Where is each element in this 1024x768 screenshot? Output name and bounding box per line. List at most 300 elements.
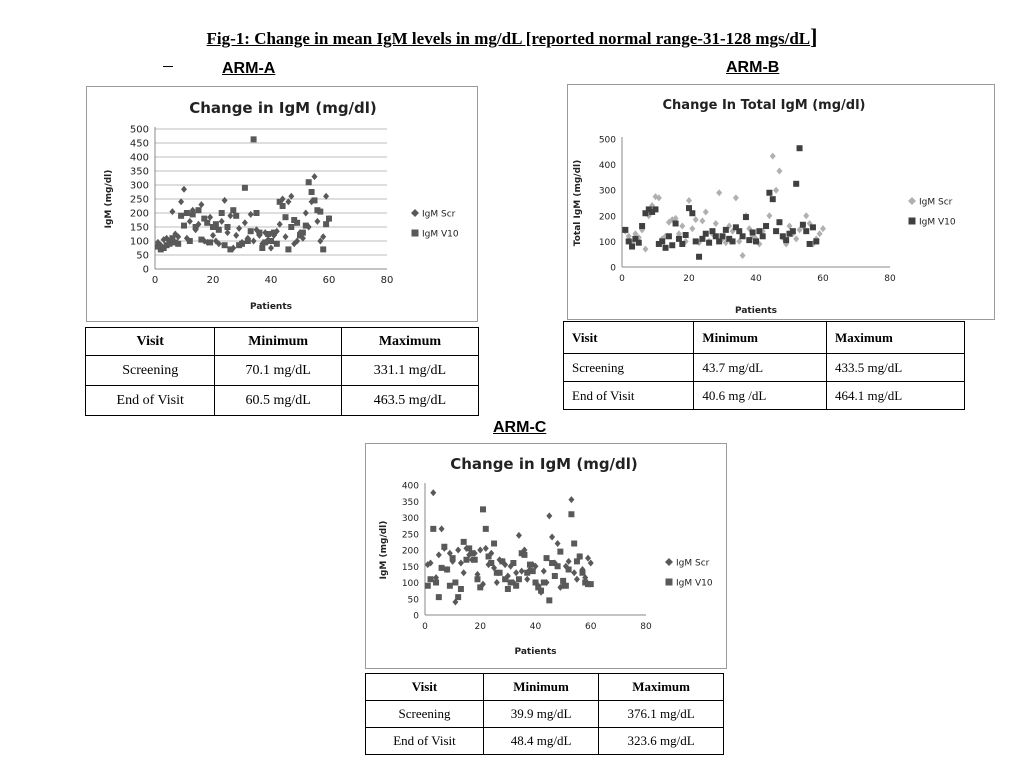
data-point-v10 — [720, 233, 726, 239]
data-point-v10 — [283, 214, 289, 220]
data-point-v10 — [703, 231, 709, 237]
data-point-scr — [314, 218, 320, 225]
data-point-v10 — [239, 241, 245, 247]
y-axis-label: Total IgM (mg/dl) — [573, 159, 583, 247]
data-point-v10 — [505, 586, 511, 592]
data-point-v10 — [222, 242, 228, 248]
chart-title: Change in IgM (mg/dl) — [189, 99, 377, 117]
data-point-v10 — [557, 549, 563, 555]
data-point-scr — [733, 194, 739, 201]
data-point-v10 — [225, 224, 231, 230]
data-point-scr — [679, 223, 685, 230]
data-point-scr — [303, 210, 309, 217]
y-tick-label: 100 — [401, 579, 419, 589]
data-point-v10 — [622, 227, 628, 233]
data-point-v10 — [259, 245, 265, 251]
data-point-scr — [181, 186, 187, 193]
data-point-v10 — [436, 594, 442, 600]
x-tick-label: 0 — [422, 622, 428, 632]
data-point-v10 — [474, 576, 480, 582]
data-point-v10 — [588, 581, 594, 587]
y-tick-label: 50 — [136, 250, 149, 262]
data-point-scr — [513, 569, 519, 576]
data-point-v10 — [790, 228, 796, 234]
data-point-scr — [541, 568, 547, 575]
table-header-row — [564, 322, 965, 354]
table-cell: 464.1 mg/dL — [827, 382, 965, 410]
data-point-v10 — [184, 210, 190, 216]
data-point-v10 — [483, 526, 489, 532]
data-point-v10 — [538, 588, 544, 594]
data-point-v10 — [568, 511, 574, 517]
data-point-v10 — [213, 221, 219, 227]
data-point-scr — [283, 233, 289, 240]
data-point-v10 — [730, 238, 736, 244]
table-cell: End of Visit — [366, 728, 484, 755]
legend-marker-v10 — [666, 579, 673, 586]
data-point-v10 — [683, 232, 689, 238]
data-point-v10 — [544, 555, 550, 561]
y-tick-label: 100 — [129, 236, 149, 248]
data-point-v10 — [469, 550, 475, 556]
y-tick-label: 300 — [598, 186, 616, 197]
figure-title-text: Fig-1: Change in mean IgM levels in mg/dL [reported normal range-31-128 mgs/dL — [206, 29, 811, 48]
data-point-v10 — [167, 241, 173, 247]
data-point-v10 — [736, 228, 742, 234]
data-point-v10 — [800, 222, 806, 228]
data-point-v10 — [441, 544, 447, 550]
y-tick-label: 250 — [401, 530, 419, 541]
data-point-scr — [776, 168, 782, 175]
data-point-v10 — [312, 197, 318, 203]
y-tick-label: 300 — [401, 514, 419, 524]
data-point-scr — [233, 232, 239, 239]
data-point-scr — [461, 569, 467, 576]
data-point-v10 — [207, 239, 213, 245]
data-point-scr — [740, 252, 746, 259]
data-point-v10 — [527, 562, 533, 568]
data-point-scr — [222, 197, 228, 204]
data-point-v10 — [673, 220, 679, 226]
table-header-visit: Visit — [564, 322, 694, 354]
data-point-scr — [436, 551, 442, 558]
table-cell: 40.6 mg /dL — [694, 382, 827, 410]
table-cell: 43.7 mg/dL — [694, 354, 827, 382]
data-point-scr — [766, 212, 772, 219]
data-point-scr — [483, 545, 489, 552]
data-point-v10 — [193, 224, 199, 230]
y-tick-label: 350 — [129, 166, 149, 178]
data-point-scr — [455, 547, 461, 554]
data-point-scr — [312, 173, 318, 180]
data-point-v10 — [242, 185, 248, 191]
data-point-scr — [793, 235, 799, 242]
chart-arm-c — [365, 443, 727, 669]
data-point-v10 — [713, 233, 719, 239]
data-point-v10 — [178, 213, 184, 219]
arm-b-label: ARM-B — [726, 59, 780, 76]
data-point-scr — [803, 212, 809, 219]
table-arm-b — [563, 321, 965, 410]
data-point-scr — [439, 525, 445, 532]
data-point-v10 — [563, 583, 569, 589]
y-tick-label: 250 — [129, 194, 149, 206]
data-point-v10 — [455, 594, 461, 600]
y-tick-label: 400 — [129, 152, 149, 164]
underscore-mark — [163, 66, 173, 67]
data-point-v10 — [326, 216, 332, 222]
y-tick-label: 350 — [401, 497, 419, 508]
y-tick-label: 0 — [610, 263, 616, 274]
x-tick-label: 20 — [683, 274, 695, 284]
figure-title-bracket: ] — [810, 24, 818, 49]
data-point-v10 — [723, 227, 729, 233]
table-arm-c — [365, 673, 724, 755]
data-point-v10 — [294, 220, 300, 226]
data-point-v10 — [686, 205, 692, 211]
x-tick-label: 20 — [474, 622, 486, 632]
legend-label: IgM V10 — [676, 578, 713, 589]
data-point-v10 — [577, 554, 583, 560]
data-point-scr — [198, 201, 204, 208]
chart-arm-b-svg — [568, 85, 994, 319]
data-point-scr — [817, 230, 823, 237]
data-point-v10 — [230, 207, 236, 213]
data-point-v10 — [549, 560, 555, 566]
data-point-v10 — [181, 223, 187, 229]
table-row — [366, 728, 724, 755]
table-cell: 331.1 mg/dL — [341, 356, 478, 386]
data-point-v10 — [204, 220, 210, 226]
data-point-v10 — [497, 570, 503, 576]
data-point-v10 — [472, 557, 478, 563]
table-header-row — [86, 328, 479, 356]
table-header-maximum: Maximum — [827, 322, 965, 354]
data-point-v10 — [636, 240, 642, 246]
legend-marker-scr — [665, 558, 673, 566]
data-point-v10 — [740, 233, 746, 239]
data-point-v10 — [783, 237, 789, 243]
data-point-scr — [169, 208, 175, 215]
data-point-scr — [699, 217, 705, 224]
data-point-v10 — [303, 223, 309, 229]
data-point-v10 — [219, 210, 225, 216]
data-point-v10 — [452, 580, 458, 586]
data-point-v10 — [300, 230, 306, 236]
x-tick-label: 20 — [206, 275, 220, 286]
data-point-v10 — [552, 573, 558, 579]
data-point-v10 — [309, 189, 315, 195]
data-point-scr — [568, 496, 574, 503]
data-point-v10 — [502, 576, 508, 582]
data-point-v10 — [524, 570, 530, 576]
data-point-v10 — [488, 560, 494, 566]
table-cell: 70.1 mg/dL — [215, 356, 341, 386]
chart-arm-b — [567, 84, 995, 320]
table-header-minimum: Minimum — [694, 322, 827, 354]
y-tick-label: 0 — [413, 611, 419, 622]
table-row — [564, 354, 965, 382]
y-tick-label: 300 — [129, 180, 149, 192]
data-point-v10 — [187, 238, 193, 244]
table-row — [86, 386, 479, 416]
data-point-scr — [713, 220, 719, 227]
table-arm-a — [85, 327, 479, 416]
data-point-v10 — [639, 223, 645, 229]
data-point-scr — [519, 568, 525, 575]
table-header-maximum: Maximum — [341, 328, 478, 356]
data-point-scr — [516, 532, 522, 539]
data-point-scr — [524, 576, 530, 583]
data-point-v10 — [271, 230, 277, 236]
data-point-v10 — [425, 583, 431, 589]
table-header-minimum: Minimum — [483, 674, 598, 701]
data-point-scr — [770, 153, 776, 160]
data-point-scr — [251, 238, 257, 245]
data-point-v10 — [546, 597, 552, 603]
table-header-visit: Visit — [86, 328, 215, 356]
data-point-v10 — [679, 241, 685, 247]
data-point-v10 — [706, 240, 712, 246]
x-tick-label: 80 — [640, 622, 652, 632]
legend-label: IgM V10 — [422, 229, 459, 240]
y-tick-label: 500 — [598, 135, 616, 146]
data-point-scr — [207, 214, 213, 221]
x-axis-label: Patients — [250, 302, 292, 312]
data-point-v10 — [268, 238, 274, 244]
data-point-v10 — [447, 583, 453, 589]
data-point-v10 — [629, 244, 635, 250]
data-point-scr — [268, 245, 274, 252]
data-point-v10 — [793, 181, 799, 187]
data-point-v10 — [813, 238, 819, 244]
data-point-v10 — [251, 136, 257, 142]
data-point-v10 — [709, 228, 715, 234]
data-point-v10 — [288, 224, 294, 230]
data-point-v10 — [216, 227, 222, 233]
legend-label: IgM V10 — [919, 217, 956, 228]
data-point-v10 — [750, 229, 756, 235]
data-point-v10 — [699, 236, 705, 242]
data-point-v10 — [508, 580, 514, 586]
y-tick-label: 150 — [401, 562, 419, 573]
data-point-v10 — [510, 560, 516, 566]
y-tick-label: 500 — [129, 124, 149, 136]
x-tick-label: 40 — [529, 622, 542, 632]
data-point-scr — [546, 512, 552, 519]
data-point-v10 — [689, 210, 695, 216]
data-point-v10 — [477, 584, 483, 590]
data-point-scr — [242, 219, 248, 226]
data-point-scr — [820, 225, 826, 232]
x-axis-label: Patients — [514, 647, 557, 657]
data-point-v10 — [669, 242, 675, 248]
legend-label: IgM Scr — [919, 197, 953, 208]
y-axis-label: IgM (mg/dl) — [104, 169, 114, 229]
data-point-v10 — [516, 576, 522, 582]
x-tick-label: 80 — [884, 274, 896, 284]
table-header-visit: Visit — [366, 674, 484, 701]
data-point-v10 — [521, 552, 527, 558]
data-point-v10 — [693, 238, 699, 244]
data-point-scr — [210, 232, 216, 239]
data-point-v10 — [491, 541, 497, 547]
data-point-scr — [225, 229, 231, 236]
x-tick-label: 0 — [151, 275, 159, 286]
x-tick-label: 60 — [585, 622, 597, 632]
data-point-scr — [571, 569, 577, 576]
data-point-v10 — [753, 238, 759, 244]
y-axis-label: IgM (mg/dl) — [379, 520, 389, 580]
data-point-v10 — [653, 206, 659, 212]
y-tick-label: 450 — [129, 138, 149, 150]
data-point-v10 — [245, 238, 251, 244]
data-point-v10 — [566, 567, 572, 573]
data-point-v10 — [666, 233, 672, 239]
data-point-v10 — [458, 586, 464, 592]
chart-title: Change in IgM (mg/dl) — [450, 455, 638, 473]
table-cell: Screening — [564, 354, 694, 382]
chart-arm-a — [86, 86, 478, 322]
data-point-v10 — [433, 580, 439, 586]
data-point-v10 — [450, 555, 456, 561]
legend-marker-scr — [411, 209, 419, 217]
legend-label: IgM Scr — [676, 558, 710, 569]
data-point-scr — [430, 489, 436, 496]
table-row — [366, 701, 724, 728]
x-tick-label: 40 — [264, 275, 278, 286]
data-point-v10 — [746, 237, 752, 243]
data-point-v10 — [280, 203, 286, 209]
chart-arm-a-svg — [87, 87, 477, 321]
data-point-v10 — [776, 219, 782, 225]
data-point-v10 — [190, 211, 196, 217]
table-cell: Screening — [86, 356, 215, 386]
arm-a-label: ARM-A — [222, 60, 276, 77]
data-point-v10 — [676, 236, 682, 242]
table-cell: End of Visit — [564, 382, 694, 410]
data-point-v10 — [463, 557, 469, 563]
chart-title: Change In Total IgM (mg/dl) — [662, 98, 866, 113]
data-point-v10 — [530, 568, 536, 574]
y-tick-label: 400 — [401, 481, 419, 492]
data-point-v10 — [763, 223, 769, 229]
data-point-scr — [549, 534, 555, 541]
table-cell: 39.9 mg/dL — [483, 701, 598, 728]
data-point-v10 — [486, 554, 492, 560]
data-point-scr — [458, 560, 464, 567]
data-point-scr — [187, 218, 193, 225]
data-point-v10 — [696, 254, 702, 260]
data-point-v10 — [743, 214, 749, 220]
table-row — [564, 382, 965, 410]
data-point-v10 — [306, 179, 312, 185]
table-cell: 60.5 mg/dL — [215, 386, 341, 416]
data-point-v10 — [480, 506, 486, 512]
table-cell: 463.5 mg/dL — [341, 386, 478, 416]
table-cell: 323.6 mg/dL — [599, 728, 724, 755]
data-point-v10 — [810, 224, 816, 230]
data-point-v10 — [233, 213, 239, 219]
data-point-v10 — [198, 237, 204, 243]
data-point-v10 — [175, 241, 181, 247]
data-point-scr — [248, 211, 254, 218]
chart-arm-c-svg — [366, 444, 726, 668]
data-point-v10 — [430, 526, 436, 532]
table-row — [86, 356, 479, 386]
table-cell: 433.5 mg/dL — [827, 354, 965, 382]
data-point-scr — [477, 547, 483, 554]
y-tick-label: 150 — [129, 222, 149, 234]
data-point-scr — [773, 187, 779, 194]
data-point-v10 — [439, 565, 445, 571]
data-point-scr — [716, 189, 722, 196]
data-point-v10 — [555, 563, 561, 569]
y-tick-label: 100 — [598, 237, 616, 248]
data-point-v10 — [444, 567, 450, 573]
data-point-scr — [555, 540, 561, 547]
data-point-v10 — [626, 238, 632, 244]
data-point-v10 — [807, 241, 813, 247]
x-tick-label: 80 — [380, 275, 394, 286]
data-point-v10 — [428, 576, 434, 582]
data-point-scr — [494, 579, 500, 586]
data-point-v10 — [756, 228, 762, 234]
data-point-v10 — [248, 228, 254, 234]
data-point-scr — [693, 216, 699, 223]
x-axis-label: Patients — [735, 306, 777, 316]
y-tick-label: 200 — [401, 546, 419, 557]
data-point-v10 — [513, 583, 519, 589]
table-cell: End of Visit — [86, 386, 215, 416]
data-point-v10 — [227, 246, 233, 252]
data-point-v10 — [571, 541, 577, 547]
y-tick-label: 200 — [129, 208, 149, 220]
data-point-v10 — [254, 210, 260, 216]
data-point-scr — [703, 208, 709, 215]
data-point-v10 — [663, 245, 669, 251]
table-header-minimum: Minimum — [215, 328, 341, 356]
data-point-v10 — [461, 539, 467, 545]
data-point-v10 — [541, 580, 547, 586]
data-point-v10 — [320, 246, 326, 252]
data-point-v10 — [285, 246, 291, 252]
data-point-v10 — [770, 196, 776, 202]
data-point-v10 — [256, 230, 262, 236]
table-header-row — [366, 674, 724, 701]
arm-c-label: ARM-C — [493, 419, 547, 436]
y-tick-label: 50 — [407, 595, 419, 606]
data-point-v10 — [265, 231, 271, 237]
legend-label: IgM Scr — [422, 209, 456, 220]
data-point-scr — [236, 225, 242, 232]
data-point-v10 — [196, 207, 202, 213]
y-tick-label: 0 — [142, 264, 149, 276]
data-point-v10 — [579, 570, 585, 576]
data-point-v10 — [760, 233, 766, 239]
legend-marker-v10 — [909, 218, 916, 225]
data-point-v10 — [659, 238, 665, 244]
data-point-v10 — [262, 239, 268, 245]
data-point-v10 — [317, 209, 323, 215]
data-point-v10 — [803, 228, 809, 234]
data-point-v10 — [766, 190, 772, 196]
data-point-scr — [219, 218, 225, 225]
data-point-v10 — [797, 145, 803, 151]
data-point-scr — [689, 225, 695, 232]
table-header-maximum: Maximum — [599, 674, 724, 701]
y-tick-label: 400 — [598, 161, 616, 172]
